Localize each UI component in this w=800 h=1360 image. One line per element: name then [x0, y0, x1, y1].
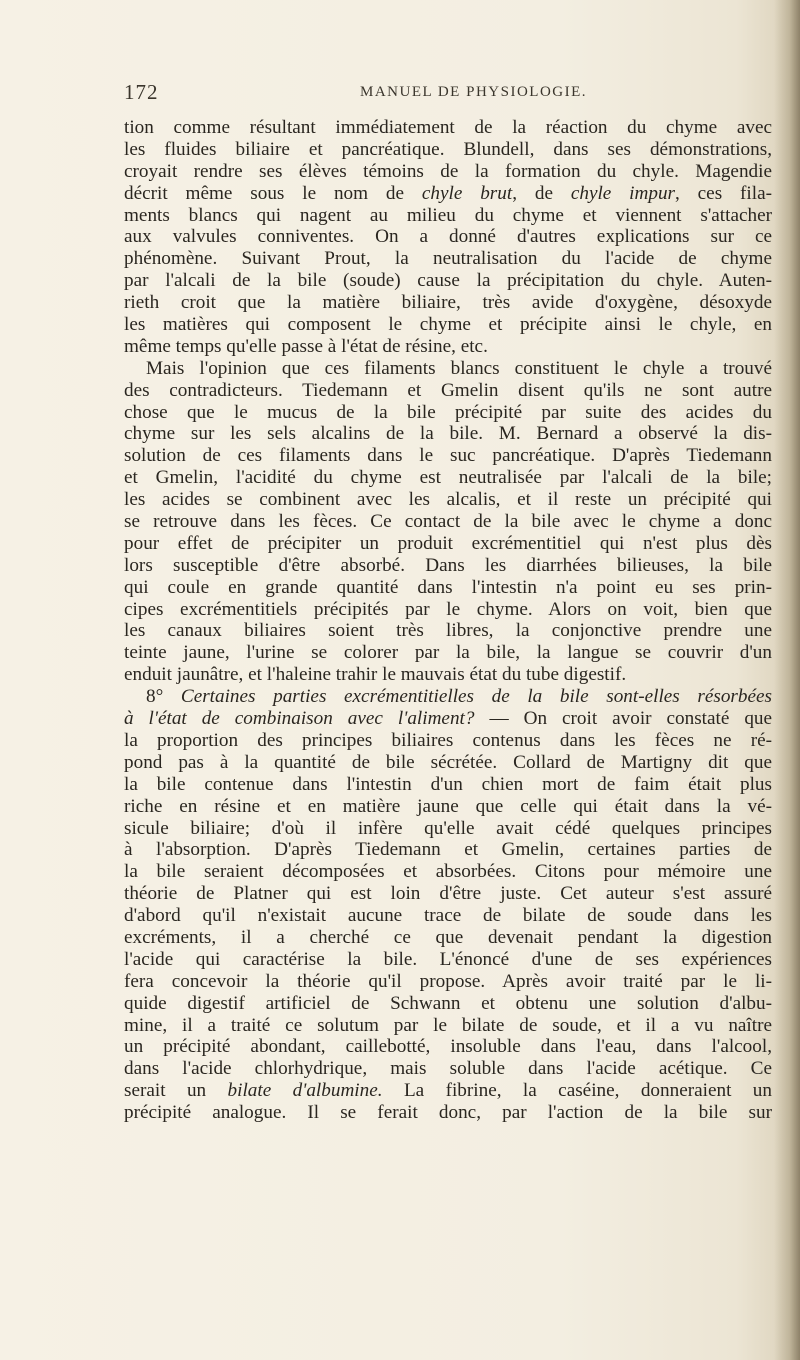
- section-intro-text: — On croit avoir constaté que: [489, 708, 772, 730]
- text-line: par l'alcali de la bile (soude) cause la précipitation du chyle. Auten-: [124, 270, 772, 292]
- text-line: et Gmelin, l'acidité du chyme est neutralisée par l'alcali de la bile;: [124, 467, 772, 489]
- section-title-part2: à l'état de combinaison avec l'aliment?: [124, 708, 475, 730]
- text-line: Mais l'opinion que ces filaments blancs constituent le chyle a trouvé: [146, 357, 772, 379]
- text-line: d'abord qu'il n'existait aucune trace de bilate de soude dans les: [124, 905, 772, 927]
- text-line: l'acide qui caractérise la bile. L'énoncé d'une de ses expériences: [124, 948, 772, 970]
- section-title-part1: Certaines parties excrémentitielles de la bile sont-elles résorbées: [180, 686, 772, 708]
- text-line: des contradicteurs. Tiedemann et Gmelin disent qu'ils ne sont autre: [124, 379, 772, 401]
- section-number: 8°: [146, 686, 164, 708]
- text-line: riche en résine et en matière jaune que celle qui était dans la vé-: [124, 795, 772, 817]
- text-line: sicule biliaire; d'où il infère qu'elle avait cédé quelques principes: [124, 817, 772, 839]
- text-line: fera concevoir la théorie qu'il propose. Après avoir traité par le li-: [124, 970, 772, 992]
- text-line: teinte jaune, l'urine se colorer par la bile, la langue se couvrir d'un: [124, 642, 772, 664]
- bilate-prefix: serait un: [124, 1080, 207, 1102]
- text-line: quide digestif artificiel de Schwann et obtenu une solution d'albu-: [124, 992, 772, 1014]
- text-line: les acides se combinent avec les alcalis, et il reste un précipité qui: [124, 489, 772, 511]
- text-line: enduit jaunâtre, et l'haleine trahir le mauvais état du tube digestif.: [124, 664, 627, 686]
- section-8-heading-line2: [124, 708, 772, 730]
- page-edge-shadow: [774, 0, 800, 1360]
- text-line: cipes excrémentitiels précipités par le chyme. Alors on voit, bien que: [124, 598, 772, 620]
- text-line: chyme sur les sels alcalins de la bile. M. Bernard a observé la dis-: [124, 423, 772, 445]
- text-line: chose que le mucus de la bile précipité par suite des acides du: [124, 401, 772, 423]
- text-line-bilate: [124, 1080, 772, 1102]
- page-number: 172: [124, 80, 159, 104]
- text-line: qui coule en grande quantité dans l'intestin n'a point eu ses prin-: [124, 576, 772, 598]
- text-line: phénomène. Suivant Prout, la neutralisation du l'acide de chyme: [124, 248, 772, 270]
- text-line: mine, il a traité ce solutum par le bilate de soude, et il a vu naître: [124, 1014, 772, 1036]
- text-line: les canaux biliaires soient très libres, la conjonctive prendre une: [124, 620, 772, 642]
- text-line: rieth croit que la matière biliaire, très avide d'oxygène, désoxyde: [124, 292, 772, 314]
- running-title: MANUEL DE PHYSIOLOGIE.: [360, 84, 588, 100]
- text-line-with-italics: décrit même sous le nom de chyle brut, de chyle impur, ces fila-: [124, 182, 772, 204]
- text-line: pond pas à la quantité de bile sécrétée. Collard de Martigny dit que: [124, 751, 772, 773]
- text-line: aux valvules conniventes. On a donné d'autres explications sur ce: [124, 226, 772, 248]
- text-line: dans l'acide chlorhydrique, mais soluble dans l'acide acétique. Ce: [124, 1058, 772, 1080]
- text-line: la bile seraient décomposées et absorbées. Citons pour mémoire une: [124, 861, 772, 883]
- text-line: tion comme résultant immédiatement de la réaction du chyme avec: [124, 117, 772, 138]
- bilate-term: bilate d'albumine.: [227, 1080, 383, 1102]
- running-head: [124, 78, 760, 110]
- text-line: un précipité abondant, caillebotté, insoluble dans l'eau, dans l'alcool,: [124, 1036, 772, 1058]
- text-line: les matières qui composent le chyme et précipite ainsi le chyle, en: [124, 314, 772, 336]
- text-line: pour effet de précipiter un produit excrémentitiel qui n'est plus dès: [124, 532, 772, 554]
- text-line: lors susceptible d'être absorbé. Dans les diarrhées bilieuses, la bile: [124, 554, 772, 576]
- text-line: se retrouve dans les fèces. Ce contact de la bile avec le chyme a donc: [124, 511, 772, 533]
- text-line-final: précipité analogue. Il se ferait donc, par l'action de la bile sur: [124, 1102, 772, 1124]
- text-line: solution de ces filaments dans le suc pancréatique. D'après Tiedemann: [124, 445, 772, 467]
- text-line: excréments, il a cherché ce que devenait pendant la digestion: [124, 926, 772, 948]
- text-line: même temps qu'elle passe à l'état de résine, etc.: [124, 335, 488, 357]
- text-line: croyait rendre ses élèves témoins de la formation du chyle. Magendie: [124, 160, 772, 182]
- italic-term: chyle brut: [421, 182, 513, 204]
- text-line: la bile contenue dans l'intestin d'un chien mort de faim était plus: [124, 773, 772, 795]
- text-line: la proportion des principes biliaires contenus dans les fèces ne ré-: [124, 729, 772, 751]
- text-line: les fluides biliaire et pancréatique. Blundell, dans ses démonstrations,: [124, 138, 772, 160]
- bilate-suffix: La fibrine, la caséine, donneraient un: [403, 1080, 772, 1102]
- section-8-heading-line1: [124, 686, 772, 708]
- text-line: à l'absorption. D'après Tiedemann et Gmelin, certaines parties de: [124, 839, 772, 861]
- text-line: théorie de Platner qui est loin d'être juste. Cet auteur s'est assuré: [124, 883, 772, 905]
- italic-term: chyle impur: [570, 182, 676, 204]
- text-line: ments blancs qui nagent au milieu du chyme et viennent s'attacher: [124, 204, 772, 226]
- body-text: [124, 117, 772, 1124]
